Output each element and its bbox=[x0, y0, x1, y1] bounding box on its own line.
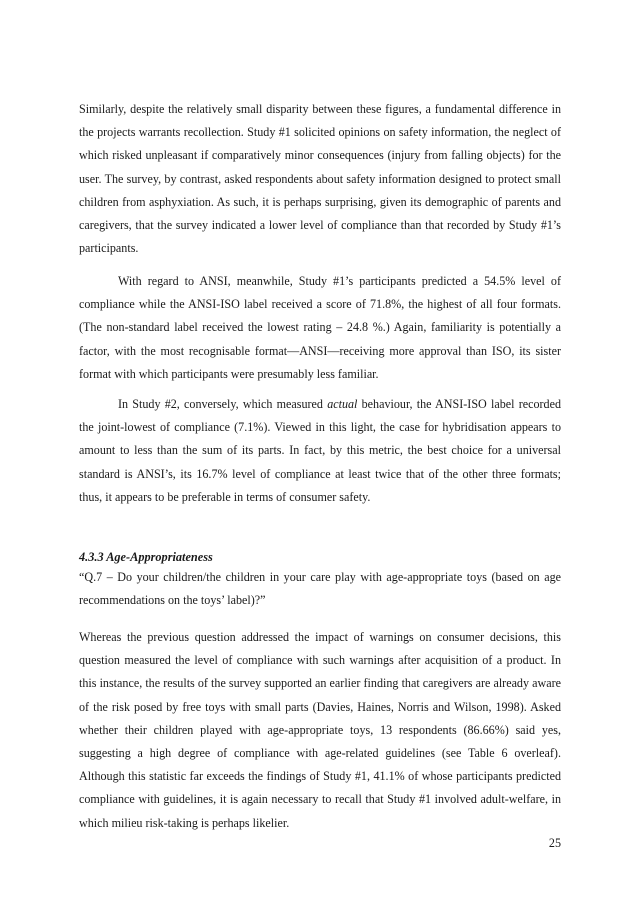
survey-question-quote: “Q.7 – Do your children/the children in your care play with age-appropriate toys (based on age recommendations on the toys’ label)?” bbox=[79, 570, 561, 608]
paragraph-similarly: Similarly, despite the relatively small disparity between these figures, a fundamental difference in the projects warrants recollection. Study #1 solicited opinions on safety information, the neglect of which risked unpleasant if comparatively minor consequences (injury from falling objects) for the user. The survey, by contrast, asked respondents about safety information designed to protect small children from asphyxiation. As such, it is perhaps surprising, given its demographic of parents and caregivers, that the survey indicated a lower level of compliance than that recorded by Study #1’s participants. bbox=[79, 102, 561, 256]
section-heading: 4.3.3 Age-Appropriateness bbox=[79, 550, 213, 564]
emphasis-actual: actual bbox=[327, 397, 358, 411]
page-number: 25 bbox=[548, 836, 561, 850]
paragraph-age-appropriateness: Whereas the previous question addressed the impact of warnings on consumer decisions, this question measured the level of compliance with such warnings after acquisition of a product. In this instance, the results of the survey supported an earlier finding that caregivers are already aware of the risk posed by free toys with small parts (Davies, Haines, Norris and Wilson, 1998). Asked whether their children played with age-appropriate toys, 13 respondents (86.66%) said yes, suggesting a high degree of compliance with age-related guidelines (see Table 6 overleaf). Although this statistic far exceeds the findings of Study #1, 41.1% of whose participants predicted compliance with guidelines, it is again necessary to recall that Study #1 involved adult-welfare, in which milieu risk-taking is perhaps likelier. bbox=[79, 630, 561, 830]
paragraph-study-2-end: behaviour, the ANSI-ISO label recorded the joint-lowest of compliance (7.1%). Viewed in this light, the case for hybridisation appears to amount to less than the sum of its parts. In fact, by this metric, the best choice for a universal standard is ANSI’s, its 16.7% level of compliance at least twice that of the other three formats; thus, it appears to be preferable in terms of consumer safety. bbox=[79, 397, 561, 504]
paragraph-study-2 bbox=[79, 393, 561, 509]
paragraph-study-2-start: In Study #2, conversely, which measured bbox=[118, 397, 328, 411]
paragraph-ansi: With regard to ANSI, meanwhile, Study #1’s participants predicted a 54.5% level of compliance while the ANSI-ISO label received a score of 71.8%, the highest of all four formats. (The non-standard label received the lowest rating – 24.8 %.) Again, familiarity is potentially a factor, with the most recognisable format—ANSI—receiving more approval than ISO, its sister format with which participants were presumably less familiar. bbox=[79, 274, 561, 381]
